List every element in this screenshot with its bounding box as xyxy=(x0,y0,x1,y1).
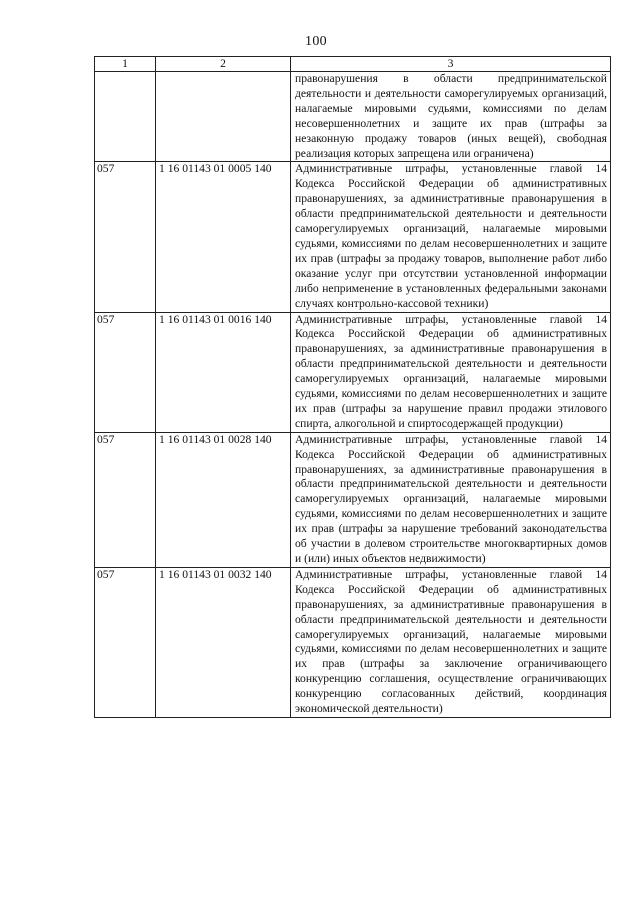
description-cell: правонарушения в области предпринимательской деятельности и деятельности саморегулируемых организаций, налагаемые мировыми судьями, комиссиями по делам несовершеннолетних и защите их прав (штрафы за незаконную продажу товаров (иных вещей), свободная реализация которых запрещена или ограничена) xyxy=(291,72,611,162)
table-row xyxy=(95,567,611,717)
table-row xyxy=(95,432,611,567)
admin-code-cell: 057 xyxy=(95,432,156,567)
kbk-code-cell: 1 16 01143 01 0028 140 xyxy=(156,432,291,567)
description-cell: Административные штрафы, установленные главой 14 Кодекса Российской Федерации об административных правонарушениях, за административные правонарушения в области предпринимательской деятельности и деятельности саморегулируемых организаций, налагаемые мировыми судьями, комиссиями по делам несовершеннолетних и защите их прав (штрафы за нарушение правил продажи этилового спирта, алкогольной и спиртосодержащей продукции) xyxy=(291,312,611,432)
table-row xyxy=(95,312,611,432)
table-row xyxy=(95,72,611,162)
kbk-code-cell: 1 16 01143 01 0005 140 xyxy=(156,162,291,312)
description-cell: Административные штрафы, установленные главой 14 Кодекса Российской Федерации об административных правонарушениях, за административные правонарушения в области предпринимательской деятельности и деятельности саморегулируемых организаций, налагаемые мировыми судьями, комиссиями по делам несовершеннолетних и защите их прав (штрафы за заключение ограничивающего конкуренцию соглашения, осуществление ограничивающих конкуренцию согласованных действий, координация экономической деятельности) xyxy=(291,567,611,717)
admin-code-cell: 057 xyxy=(95,312,156,432)
kbk-code-cell: 1 16 01143 01 0032 140 xyxy=(156,567,291,717)
admin-code-cell: 057 xyxy=(95,162,156,312)
kbk-code-cell xyxy=(156,72,291,162)
page-number: 100 xyxy=(305,34,327,49)
admin-code-cell: 057 xyxy=(95,567,156,717)
column-header-3: 3 xyxy=(291,57,611,72)
description-cell: Административные штрафы, установленные главой 14 Кодекса Российской Федерации об административных правонарушениях, за административные правонарушения в области предпринимательской деятельности и деятельности саморегулируемых организаций, налагаемые мировыми судьями, комиссиями по делам несовершеннолетних и защите их прав (штрафы за продажу товаров, выполнение работ либо оказание услуг при отсутствии установленной информации либо неприменение в установленных федеральными законами случаях контрольно-кассовой техники) xyxy=(291,162,611,312)
description-cell: Административные штрафы, установленные главой 14 Кодекса Российской Федерации об административных правонарушениях, за административные правонарушения в области предпринимательской деятельности и деятельности саморегулируемых организаций, налагаемые мировыми судьями, комиссиями по делам несовершеннолетних и защите их прав (штрафы за нарушение требований законодательства об участии в долевом строительстве многоквартирных домов и (или) иных объектов недвижимости) xyxy=(291,432,611,567)
admin-code-cell xyxy=(95,72,156,162)
column-header-1: 1 xyxy=(95,57,156,72)
kbk-table xyxy=(94,56,611,718)
column-header-2: 2 xyxy=(156,57,291,72)
table-row xyxy=(95,162,611,312)
table-header-row xyxy=(95,57,611,72)
kbk-code-cell: 1 16 01143 01 0016 140 xyxy=(156,312,291,432)
